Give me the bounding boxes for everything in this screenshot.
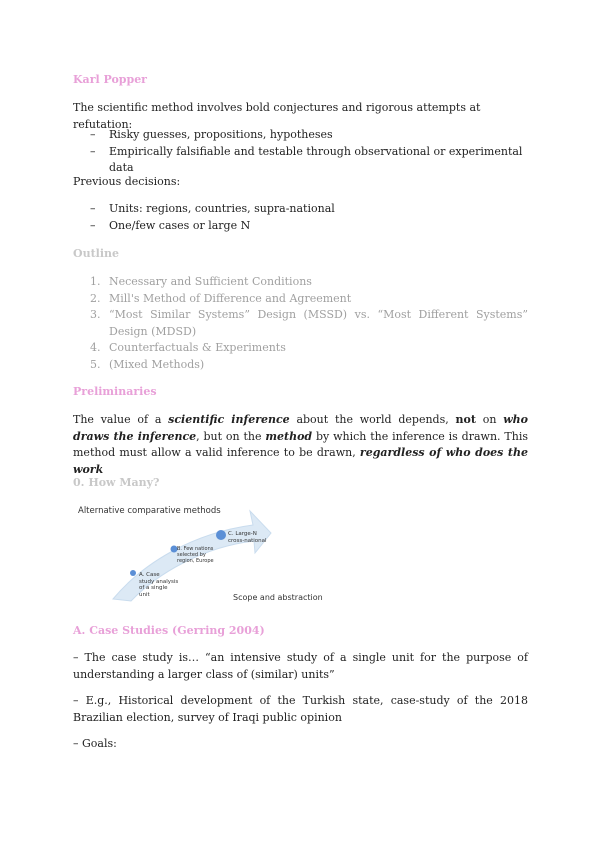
point-a-dot bbox=[130, 570, 136, 576]
preliminaries-paragraph: The value of a scientific inference about the world depends, not on who draws the inference, but on the method by which the inference is drawn. This method must allow a valid inference to be drawn, regardless of who does the work bbox=[73, 413, 528, 476]
previous-decisions-label: Previous decisions: bbox=[73, 175, 181, 188]
karl-intro: The scientific method involves bold conjectures and rigorous attempts at refutation: bbox=[73, 101, 481, 131]
list-item: 4. Counterfactuals & Experiments bbox=[90, 341, 286, 354]
list-item: – Units: regions, countries, supra-national bbox=[90, 202, 335, 215]
karl-bullets bbox=[73, 127, 528, 177]
list-item: – Empirically falsifiable and testable through observational or experimental data bbox=[90, 144, 523, 174]
case-studies-p1: – The case study is… “an intensive study of a single unit for the purpose of understanding a larger class of (similar) units” bbox=[73, 651, 528, 681]
heading-outline: Outline bbox=[73, 247, 120, 260]
case-studies-p2: – E.g., Historical development of the Turkish state, case-study of the 2018 Brazilian election, survey of Iraqi public opinion bbox=[73, 694, 528, 724]
list-item: – Risky guesses, propositions, hypotheses bbox=[90, 128, 333, 141]
outline-list bbox=[73, 274, 528, 373]
list-item: 2. Mill's Method of Difference and Agreement bbox=[90, 291, 352, 305]
list-item: – One/few cases or large N bbox=[90, 218, 251, 232]
axis-label: Scope and abstraction bbox=[233, 593, 323, 602]
diagram-title: Alternative comparative methods bbox=[78, 506, 221, 516]
comparative-methods-diagram bbox=[73, 503, 333, 608]
list-item: 5. (Mixed Methods) bbox=[90, 357, 205, 371]
heading-case-studies: A. Case Studies (Gerring 2004) bbox=[73, 624, 265, 637]
case-studies-p3: – Goals: bbox=[73, 737, 117, 750]
list-item: 1. Necessary and Sufficient Conditions bbox=[90, 275, 312, 288]
heading-preliminaries: Preliminaries bbox=[73, 385, 157, 398]
point-c-dot bbox=[216, 530, 226, 540]
point-c-label: C. Large-N cross-national bbox=[228, 531, 267, 544]
point-a-label: A. Case study analysis of a single unit bbox=[139, 572, 179, 598]
previous-bullets bbox=[73, 201, 528, 234]
point-b-label: B. Few nations selected by region, Europe bbox=[177, 546, 214, 564]
heading-karl-popper: Karl Popper bbox=[73, 73, 147, 86]
list-item: 3. “Most Similar Systems” Design (MSSD) vs. “Most Different Systems” Design (MDSD) bbox=[90, 308, 528, 338]
heading-how-many: 0. How Many? bbox=[73, 476, 160, 489]
